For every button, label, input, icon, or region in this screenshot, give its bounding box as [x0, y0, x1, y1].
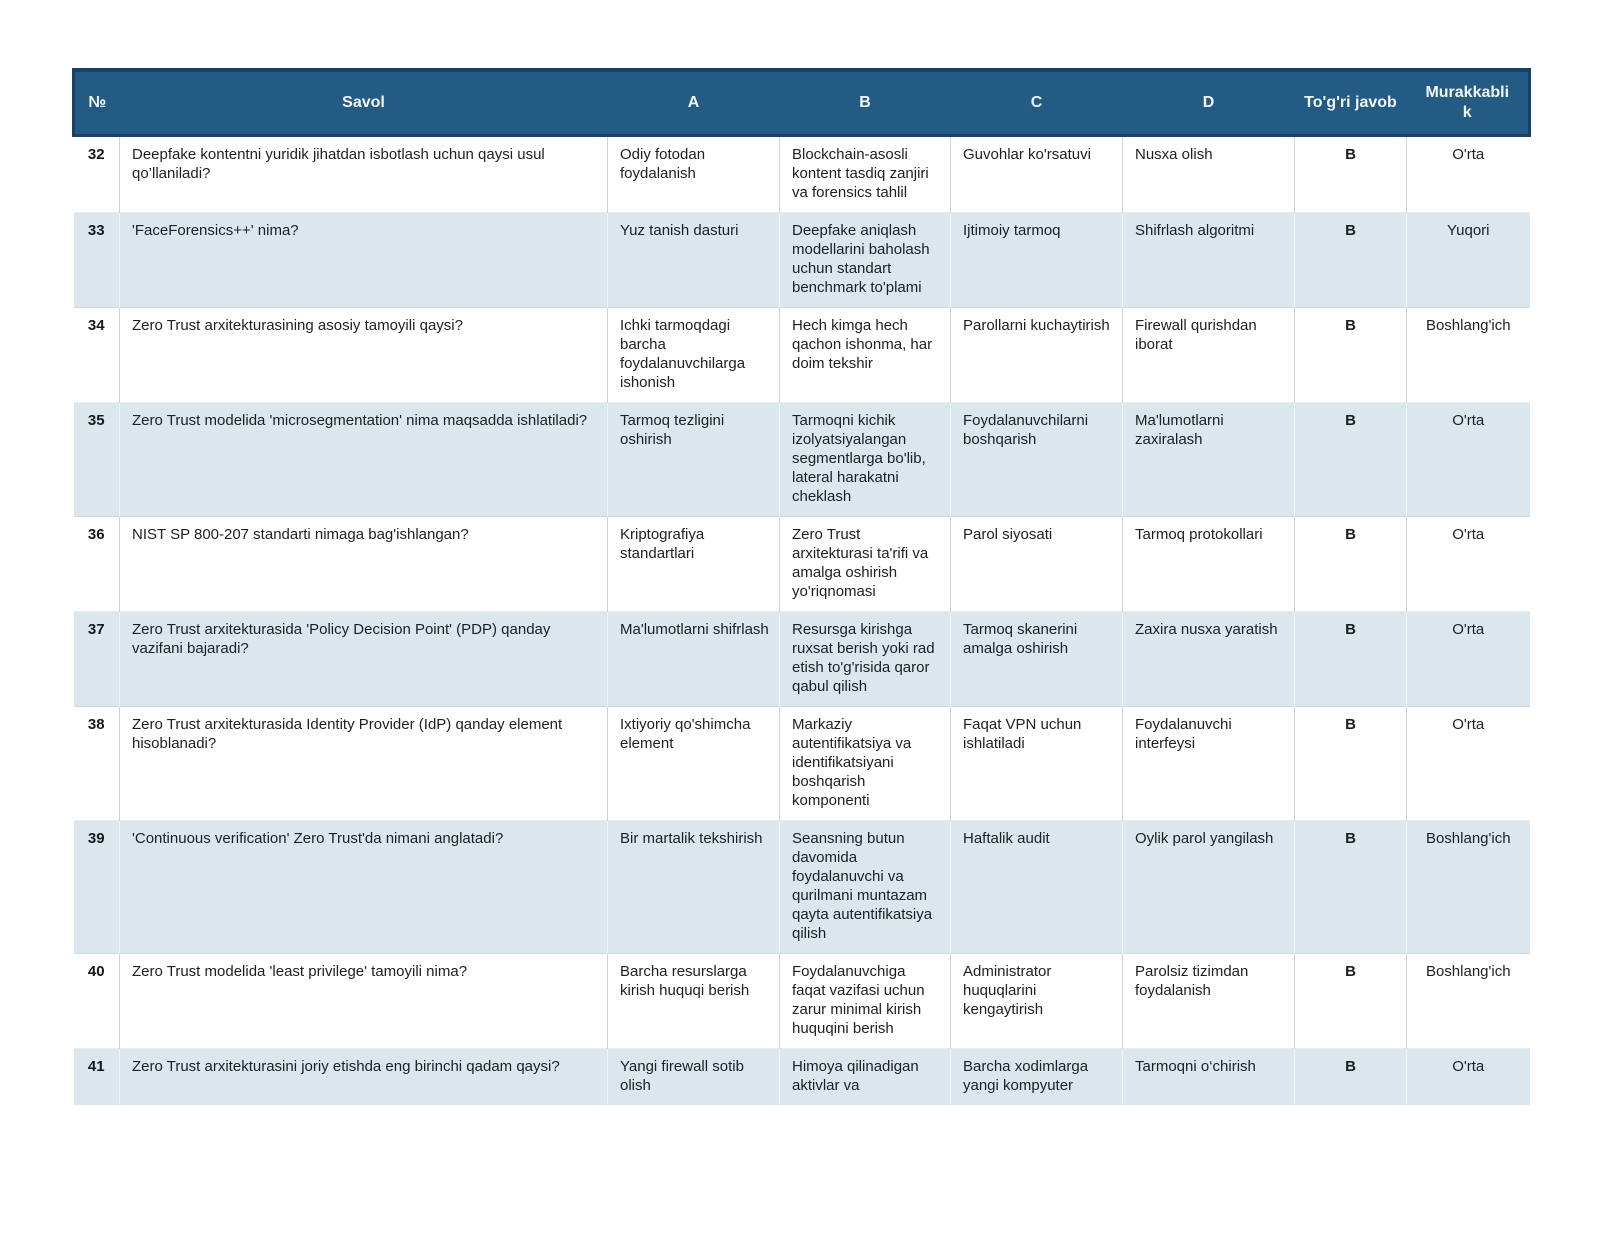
row-number-cell: [74, 308, 120, 403]
option-a-cell: [608, 517, 780, 612]
difficulty-text: Boshlang'ich: [1425, 963, 1511, 980]
correct-answer-cell: [1295, 403, 1407, 517]
row-number-text: 40: [87, 963, 105, 980]
difficulty-cell: [1407, 213, 1530, 308]
col-header-difficulty: [1407, 70, 1530, 136]
row-number-text: 33: [87, 222, 105, 239]
table-row: [74, 954, 1530, 1049]
question-text: Deepfake kontentni yuridik jihatdan isbotlash uchun qaysi usul qo’llaniladi?: [132, 146, 545, 182]
option-b-text: Blockchain-asosli kontent tasdiq zanjiri va forensics tahlil: [792, 146, 929, 201]
col-header-option-a: A: [608, 70, 780, 136]
question-cell: [120, 707, 608, 821]
table-body: [74, 136, 1530, 1106]
question-text: 'Continuous verification' Zero Trust'da nimani anglatadi?: [132, 830, 504, 847]
option-d-text: Nusxa olish: [1135, 146, 1213, 163]
option-c-text: Ijtimoiy tarmoq: [963, 222, 1061, 239]
row-number-text: 37: [87, 621, 105, 638]
option-d-text: Firewall qurishdan iborat: [1135, 317, 1257, 353]
option-a-cell: [608, 136, 780, 213]
col-header-option-c: C: [951, 70, 1123, 136]
correct-answer-cell: [1295, 612, 1407, 707]
option-c-cell: [951, 136, 1123, 213]
option-a-cell: [608, 612, 780, 707]
option-a-text: Bir martalik tekshirish: [620, 830, 763, 847]
option-c-text: Barcha xodimlarga yangi kompyuter: [963, 1058, 1089, 1094]
correct-answer-text: B: [1345, 1058, 1356, 1075]
question-text: Zero Trust modelida 'microsegmentation' nima maqsadda ishlatiladi?: [132, 412, 588, 429]
option-b-text: Tarmoqni kichik izolyatsiyalangan segmentlarga bo'lib, lateral harakatni cheklash: [792, 412, 926, 505]
option-c-cell: [951, 308, 1123, 403]
option-c-text: Foydalanuvchilarni boshqarish: [963, 412, 1089, 448]
table-row: [74, 308, 1530, 403]
option-c-text: Parollarni kuchaytirish: [963, 317, 1110, 334]
option-c-text: Parol siyosati: [963, 526, 1053, 543]
option-a-text: Tarmoq tezligini oshirish: [620, 412, 725, 448]
option-d-cell: [1123, 403, 1295, 517]
option-b-cell: [780, 403, 951, 517]
question-text: Zero Trust arxitekturasida 'Policy Decision Point' (PDP) qanday vazifani bajaradi?: [132, 621, 551, 657]
difficulty-text: O'rta: [1452, 1058, 1485, 1075]
option-d-cell: [1123, 954, 1295, 1049]
option-d-cell: [1123, 213, 1295, 308]
option-a-text: Ixtiyoriy qo'shimcha element: [620, 716, 751, 752]
correct-answer-cell: [1295, 954, 1407, 1049]
table-row: [74, 213, 1530, 308]
option-d-cell: [1123, 308, 1295, 403]
option-a-cell: [608, 707, 780, 821]
correct-answer-text: B: [1345, 526, 1356, 543]
option-c-cell: [951, 403, 1123, 517]
option-a-text: Yuz tanish dasturi: [620, 222, 739, 239]
table-row: [74, 821, 1530, 954]
row-number-cell: [74, 136, 120, 213]
table-row: [74, 707, 1530, 821]
question-cell: [120, 1049, 608, 1106]
option-b-text: Seansning butun davomida foydalanuvchi va qurilmani muntazam qayta autentifikatsiya qilish: [792, 830, 933, 942]
question-cell: [120, 517, 608, 612]
quiz-table: [72, 68, 1531, 1105]
option-b-cell: [780, 517, 951, 612]
option-d-text: Zaxira nusxa yaratish: [1135, 621, 1278, 638]
question-cell: [120, 213, 608, 308]
table-header: [74, 70, 1530, 136]
table-row: [74, 612, 1530, 707]
option-c-text: Guvohlar ko'rsatuvi: [963, 146, 1091, 163]
row-number-text: 36: [87, 526, 105, 543]
option-c-text: Faqat VPN uchun ishlatiladi: [963, 716, 1082, 752]
col-header-correct-answer: To'g'ri javob: [1295, 70, 1407, 136]
option-a-text: Ma'lumotlarni shifrlash: [620, 621, 769, 638]
table-row: [74, 517, 1530, 612]
row-number-text: 34: [87, 317, 105, 334]
option-c-cell: [951, 821, 1123, 954]
question-cell: [120, 821, 608, 954]
option-c-cell: [951, 612, 1123, 707]
correct-answer-text: B: [1345, 621, 1356, 638]
difficulty-cell: [1407, 308, 1530, 403]
difficulty-cell: [1407, 612, 1530, 707]
row-number-text: 35: [87, 412, 105, 429]
question-text: Zero Trust modelida 'least privilege' tamoyili nima?: [132, 963, 468, 980]
row-number-text: 38: [87, 716, 105, 733]
option-a-cell: [608, 308, 780, 403]
correct-answer-text: B: [1345, 716, 1356, 733]
option-a-cell: [608, 403, 780, 517]
correct-answer-text: B: [1345, 963, 1356, 980]
row-number-text: 41: [87, 1058, 105, 1075]
col-header-number: №: [74, 70, 120, 136]
difficulty-text: O'rta: [1452, 412, 1485, 429]
question-cell: [120, 136, 608, 213]
difficulty-text: O'rta: [1452, 716, 1485, 733]
row-number-text: 32: [87, 146, 105, 163]
row-number-cell: [74, 517, 120, 612]
option-c-cell: [951, 517, 1123, 612]
difficulty-text: O'rta: [1452, 526, 1485, 543]
option-c-text: Haftalik audit: [963, 830, 1050, 847]
correct-answer-cell: [1295, 517, 1407, 612]
option-b-cell: [780, 213, 951, 308]
option-b-cell: [780, 707, 951, 821]
option-d-cell: [1123, 821, 1295, 954]
question-text: 'FaceForensics++' nima?: [132, 222, 299, 239]
difficulty-text: Boshlang'ich: [1425, 317, 1511, 334]
row-number-cell: [74, 821, 120, 954]
correct-answer-cell: [1295, 136, 1407, 213]
table-row: [74, 136, 1530, 213]
difficulty-text: Boshlang'ich: [1425, 830, 1511, 847]
option-b-text: Hech kimga hech qachon ishonma, har doim tekshir: [792, 317, 933, 372]
option-a-cell: [608, 213, 780, 308]
option-d-text: Parolsiz tizimdan foydalanish: [1135, 963, 1249, 999]
correct-answer-cell: [1295, 213, 1407, 308]
option-b-text: Himoya qilinadigan aktivlar va: [792, 1058, 919, 1094]
correct-answer-cell: [1295, 1049, 1407, 1106]
option-b-text: Foydalanuvchiga faqat vazifasi uchun zarur minimal kirish huquqini berish: [792, 963, 925, 1037]
option-c-text: Administrator huquqlarini kengaytirish: [963, 963, 1052, 1018]
difficulty-text: Yuqori: [1446, 222, 1490, 239]
option-d-text: Ma'lumotlarni zaxiralash: [1135, 412, 1224, 448]
col-header-option-b: B: [780, 70, 951, 136]
col-header-question: Savol: [120, 70, 608, 136]
difficulty-cell: [1407, 403, 1530, 517]
correct-answer-cell: [1295, 707, 1407, 821]
table-row: [74, 403, 1530, 517]
option-d-text: Foydalanuvchi interfeysi: [1135, 716, 1232, 752]
difficulty-cell: [1407, 1049, 1530, 1106]
correct-answer-text: B: [1345, 222, 1356, 239]
option-b-text: Resursga kirishga ruxsat berish yoki rad etish to'g'risida qaror qabul qilish: [792, 621, 935, 695]
correct-answer-text: B: [1345, 146, 1356, 163]
option-d-text: Shifrlash algoritmi: [1135, 222, 1255, 239]
option-d-cell: [1123, 707, 1295, 821]
option-a-text: Odiy fotodan foydalanish: [620, 146, 706, 182]
difficulty-cell: [1407, 954, 1530, 1049]
question-text: NIST SP 800-207 standarti nimaga bag'ishlangan?: [132, 526, 469, 543]
option-c-cell: [951, 954, 1123, 1049]
option-c-cell: [951, 213, 1123, 308]
difficulty-cell: [1407, 821, 1530, 954]
question-text: Zero Trust arxitekturasini joriy etishda eng birinchi qadam qaysi?: [132, 1058, 560, 1075]
option-a-text: Kriptografiya standartlari: [620, 526, 705, 562]
correct-answer-cell: [1295, 308, 1407, 403]
question-cell: [120, 612, 608, 707]
question-cell: [120, 954, 608, 1049]
difficulty-text: O'rta: [1452, 146, 1485, 163]
option-c-text: Tarmoq skanerini amalga oshirish: [963, 621, 1078, 657]
option-b-text: Deepfake aniqlash modellarini baholash uchun standart benchmark to'plami: [792, 222, 930, 296]
option-b-text: Markaziy autentifikatsiya va identifikatsiyani boshqarish komponenti: [792, 716, 912, 809]
question-text: Zero Trust arxitekturasida Identity Provider (IdP) qanday element hisoblanadi?: [132, 716, 563, 752]
row-number-cell: [74, 707, 120, 821]
option-b-text: Zero Trust arxitekturasi ta'rifi va amalga oshirish yo'riqnomasi: [792, 526, 929, 600]
option-b-cell: [780, 821, 951, 954]
option-a-text: Ichki tarmoqdagi barcha foydalanuvchilarga ishonish: [620, 317, 746, 391]
difficulty-header-label: Murakkablik: [1425, 84, 1510, 121]
difficulty-cell: [1407, 517, 1530, 612]
option-d-text: Tarmoq protokollari: [1135, 526, 1263, 543]
option-d-cell: [1123, 517, 1295, 612]
row-number-cell: [74, 612, 120, 707]
option-b-cell: [780, 954, 951, 1049]
option-a-text: Yangi firewall sotib olish: [620, 1058, 744, 1094]
option-b-cell: [780, 1049, 951, 1106]
option-b-cell: [780, 308, 951, 403]
question-cell: [120, 308, 608, 403]
header-row: [74, 70, 1530, 136]
col-header-option-d: D: [1123, 70, 1295, 136]
option-c-cell: [951, 707, 1123, 821]
option-d-cell: [1123, 1049, 1295, 1106]
option-c-cell: [951, 1049, 1123, 1106]
question-text: Zero Trust arxitekturasining asosiy tamoyili qaysi?: [132, 317, 463, 334]
correct-answer-text: B: [1345, 830, 1356, 847]
option-d-text: Oylik parol yangilash: [1135, 830, 1274, 847]
option-a-cell: [608, 821, 780, 954]
difficulty-text: O'rta: [1452, 621, 1485, 638]
option-a-cell: [608, 1049, 780, 1106]
correct-answer-text: B: [1345, 412, 1356, 429]
option-d-cell: [1123, 136, 1295, 213]
option-d-cell: [1123, 612, 1295, 707]
row-number-cell: [74, 954, 120, 1049]
question-cell: [120, 403, 608, 517]
option-b-cell: [780, 136, 951, 213]
difficulty-cell: [1407, 707, 1530, 821]
row-number-cell: [74, 213, 120, 308]
row-number-cell: [74, 1049, 120, 1106]
correct-answer-text: B: [1345, 317, 1356, 334]
option-a-cell: [608, 954, 780, 1049]
row-number-cell: [74, 403, 120, 517]
option-d-text: Tarmoqni o‘chirish: [1135, 1058, 1256, 1075]
option-a-text: Barcha resurslarga kirish huquqi berish: [620, 963, 750, 999]
option-b-cell: [780, 612, 951, 707]
table-row: [74, 1049, 1530, 1106]
correct-answer-cell: [1295, 821, 1407, 954]
difficulty-cell: [1407, 136, 1530, 213]
row-number-text: 39: [87, 830, 105, 847]
